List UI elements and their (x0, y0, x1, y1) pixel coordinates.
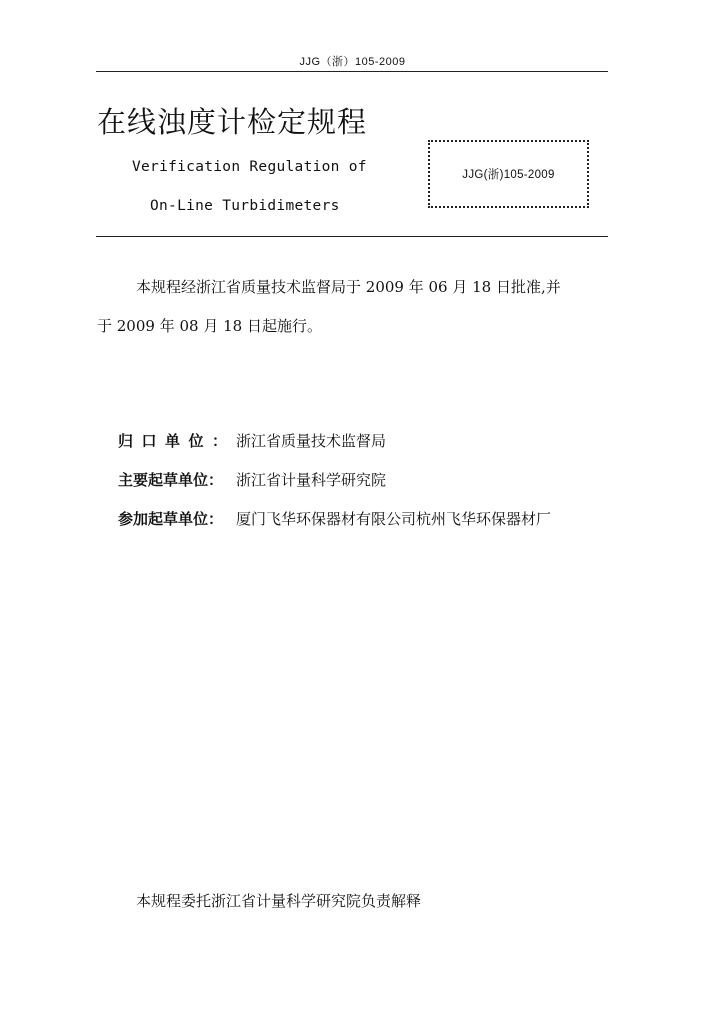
approval-text-line-1: 本规程经浙江省质量技术监督局于 2009 年 06 月 18 日批准,并 (136, 278, 561, 296)
info-value: 浙江省质量技术监督局 (236, 432, 387, 450)
document-title: 在线浊度计检定规程 (97, 105, 368, 139)
info-row-participating-drafting-unit (118, 508, 551, 529)
standard-code-box (428, 140, 589, 208)
approval-text-line-2: 于 2009 年 08 月 18 日起施行。 (97, 317, 322, 335)
interpretation-note: 本规程委托浙江省计量科学研究院负责解释 (136, 892, 422, 910)
header-standard-code: JJG（浙）105-2009 (299, 56, 406, 68)
standard-code-text: JJG(浙)105-2009 (462, 169, 555, 181)
info-value: 浙江省计量科学研究院 (236, 471, 387, 489)
info-row-main-drafting-unit (118, 469, 386, 490)
info-row-responsible-unit (118, 430, 386, 451)
header-divider (96, 71, 608, 72)
info-label: 参加起草单位： (118, 510, 224, 528)
title-divider (96, 236, 608, 237)
english-title-line-1: Verification Regulation of (132, 159, 367, 175)
info-label: 归口单位： (118, 432, 236, 450)
info-value: 厦门飞华环保器材有限公司杭州飞华环保器材厂 (236, 510, 552, 528)
english-title-line-2: On-Line Turbidimeters (150, 198, 340, 214)
info-label: 主要起草单位： (118, 471, 224, 489)
